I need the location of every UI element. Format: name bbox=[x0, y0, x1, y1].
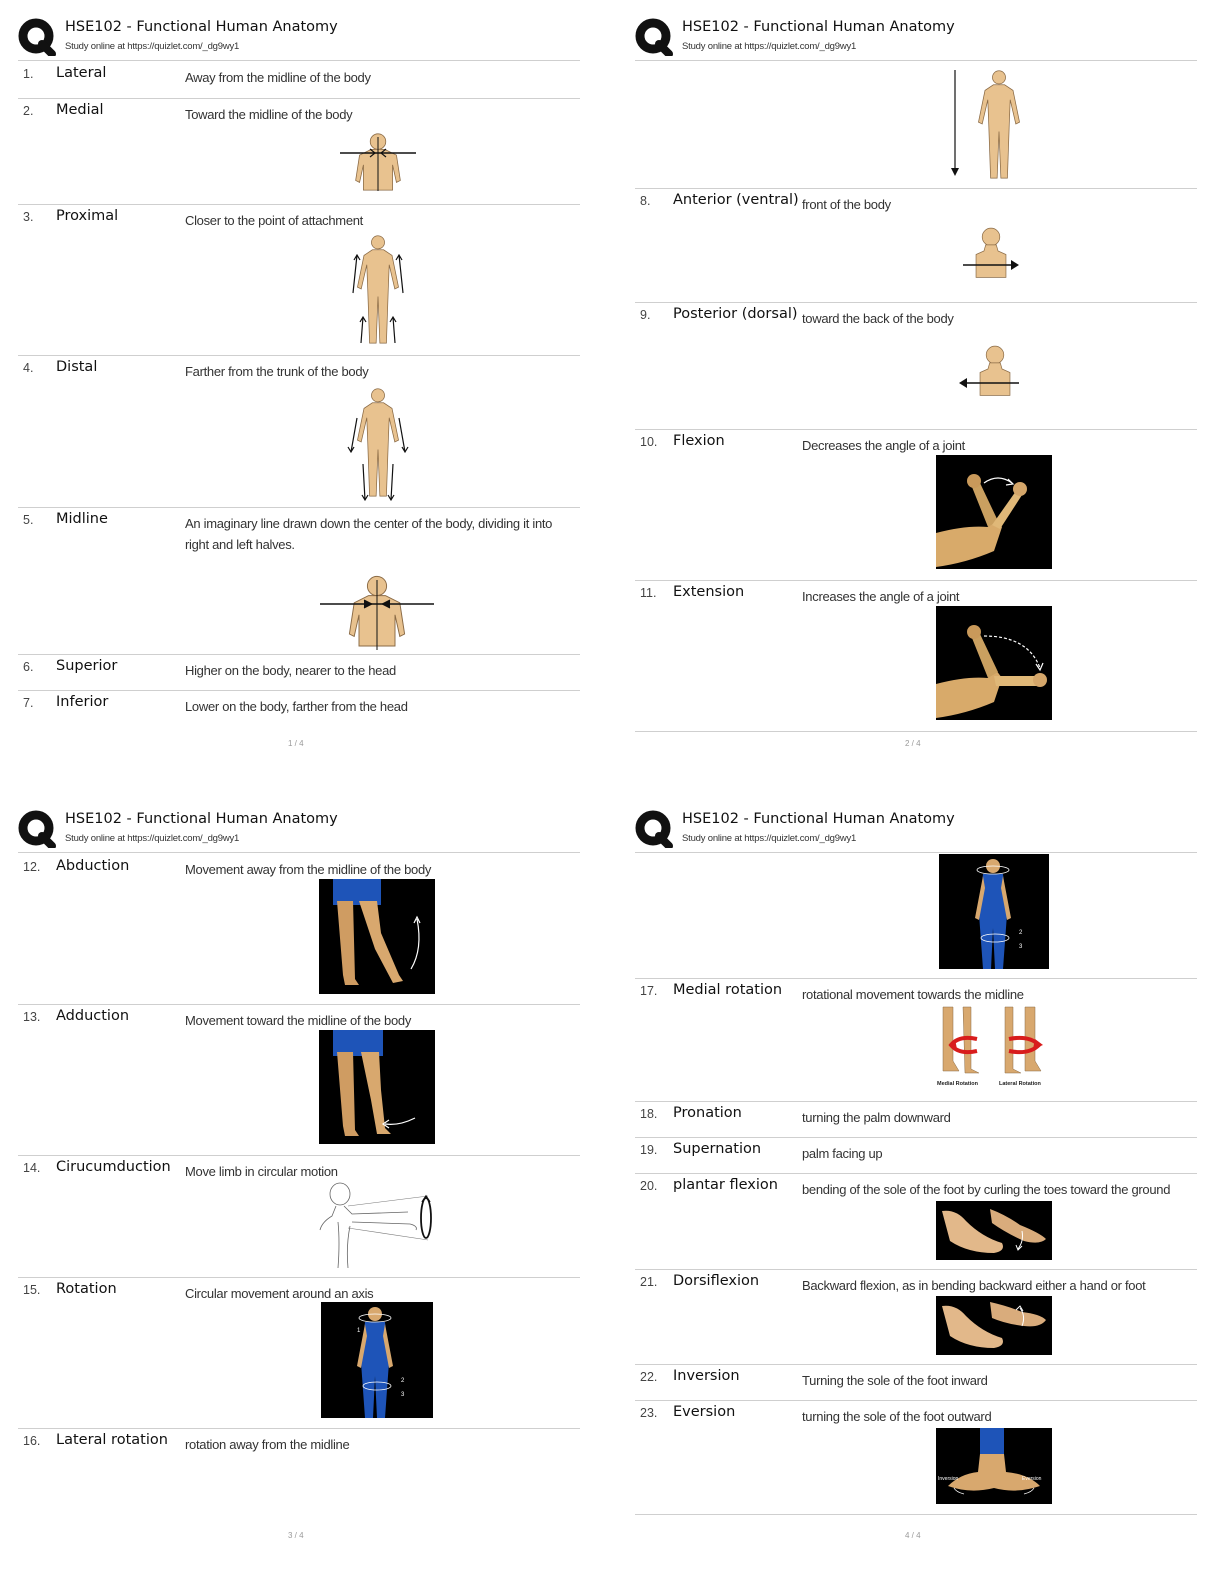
item-definition: turning the palm downward bbox=[802, 1110, 951, 1125]
medial-lateral-rotation-figure-icon bbox=[935, 1005, 1055, 1089]
list-item bbox=[635, 1138, 1197, 1174]
page-number: 2 / 4 bbox=[905, 739, 921, 748]
item-term: Extension bbox=[673, 584, 745, 600]
item-definition: bending of the sole of the foot by curling the toes toward the ground bbox=[802, 1182, 1171, 1197]
page-number: 3 / 4 bbox=[288, 1531, 304, 1540]
page-title: HSE102 - Functional Human Anatomy bbox=[65, 19, 338, 35]
list-item bbox=[18, 655, 580, 691]
item-definition: rotational movement towards the midline bbox=[802, 987, 1024, 1002]
list-item bbox=[18, 205, 580, 356]
item-term: Dorsiflexion bbox=[673, 1273, 760, 1289]
item-number: 21. bbox=[640, 1275, 658, 1289]
item-definition: Closer to the point of attachment bbox=[185, 213, 363, 228]
lateral-rotation-caption: Lateral Rotation bbox=[999, 1081, 1041, 1087]
item-number: 22. bbox=[640, 1370, 658, 1384]
item-term: Midline bbox=[56, 511, 108, 527]
item-number: 11. bbox=[640, 586, 657, 600]
midline-figure-icon bbox=[318, 570, 436, 650]
page-title: HSE102 - Functional Human Anatomy bbox=[65, 811, 338, 827]
anterior-figure-icon bbox=[961, 219, 1021, 283]
item-number: 4. bbox=[23, 361, 34, 375]
item-number: 15. bbox=[23, 1283, 41, 1297]
item-number: 18. bbox=[640, 1107, 658, 1121]
item-term: Proximal bbox=[56, 208, 119, 224]
page-header bbox=[18, 18, 580, 62]
divider bbox=[635, 852, 1197, 853]
study-link[interactable]: Study online at https://quizlet.com/_dg9wy1 bbox=[65, 833, 240, 844]
list-item bbox=[18, 62, 580, 99]
rot-label-3: 3 bbox=[1019, 944, 1023, 950]
item-definition: toward the back of the body bbox=[802, 311, 954, 326]
abduction-photo bbox=[319, 879, 435, 994]
flexion-photo bbox=[936, 455, 1052, 569]
item-term: Superior bbox=[56, 658, 118, 674]
item-term: Lateral bbox=[56, 65, 107, 81]
rotation-photo-continued bbox=[939, 854, 1049, 969]
item-term: Posterior (dorsal) bbox=[673, 306, 798, 322]
item-term: Inferior bbox=[56, 694, 109, 710]
list-item bbox=[18, 356, 580, 508]
item-term: Abduction bbox=[56, 858, 130, 874]
list-item bbox=[18, 1156, 580, 1278]
distal-figure-icon bbox=[343, 384, 413, 502]
item-definition: Backward flexion, as in bending backward either a hand or foot bbox=[802, 1278, 1146, 1293]
list-item bbox=[18, 691, 580, 726]
item-term: Flexion bbox=[673, 433, 725, 449]
item-term: plantar flexion bbox=[673, 1177, 778, 1193]
item-definition: rotation away from the midline bbox=[185, 1437, 350, 1452]
list-item bbox=[18, 857, 580, 1005]
plantar-flexion-photo bbox=[936, 1201, 1052, 1260]
quizlet-logo-icon bbox=[18, 18, 56, 56]
list-item bbox=[635, 1365, 1197, 1401]
item-term: Lateral rotation bbox=[56, 1432, 168, 1448]
item-definition: Higher on the body, nearer to the head bbox=[185, 663, 396, 678]
item-term: Adduction bbox=[56, 1008, 130, 1024]
item-definition: Increases the angle of a joint bbox=[802, 589, 960, 604]
item-definition: Decreases the angle of a joint bbox=[802, 438, 965, 453]
proximal-figure-icon bbox=[343, 233, 413, 347]
item-definition: front of the body bbox=[802, 197, 891, 212]
study-link[interactable]: Study online at https://quizlet.com/_dg9wy1 bbox=[682, 41, 857, 52]
rot-label-2: 2 bbox=[1019, 930, 1023, 936]
eversion-photo bbox=[936, 1428, 1052, 1504]
study-link[interactable]: Study online at https://quizlet.com/_dg9wy1 bbox=[65, 41, 240, 52]
circumduction-figure-icon bbox=[318, 1182, 438, 1272]
item-definition: Turning the sole of the foot inward bbox=[802, 1373, 988, 1388]
rot-label-1: 1 bbox=[357, 1328, 361, 1334]
item-number: 16. bbox=[23, 1434, 41, 1448]
medial-figure-icon bbox=[338, 129, 418, 193]
item-definition: Farther from the trunk of the body bbox=[185, 364, 369, 379]
item-number: 20. bbox=[640, 1179, 658, 1193]
item-number: 13. bbox=[23, 1010, 41, 1024]
page-4 bbox=[635, 810, 1197, 1545]
item-number: 17. bbox=[640, 984, 658, 998]
page-title: HSE102 - Functional Human Anatomy bbox=[682, 811, 955, 827]
item-definition: Toward the midline of the body bbox=[185, 107, 353, 122]
item-term: Supernation bbox=[673, 1141, 762, 1157]
list-item bbox=[635, 1174, 1197, 1270]
list-item bbox=[635, 1270, 1197, 1365]
dorsiflexion-photo bbox=[936, 1296, 1052, 1355]
study-link[interactable]: Study online at https://quizlet.com/_dg9wy1 bbox=[682, 833, 857, 844]
posterior-figure-icon bbox=[957, 333, 1021, 405]
list-item bbox=[18, 1005, 580, 1156]
item-definition: Circular movement around an axis bbox=[185, 1286, 374, 1301]
item-number: 12. bbox=[23, 860, 41, 874]
page-number: 1 / 4 bbox=[288, 739, 304, 748]
quizlet-logo-icon bbox=[18, 810, 56, 848]
item-definition: An imaginary line drawn down the center of the body, dividing it into right and left halves. bbox=[185, 516, 553, 552]
list-item-continued bbox=[635, 854, 1197, 979]
list-item bbox=[635, 189, 1197, 303]
item-definition: Move limb in circular motion bbox=[185, 1164, 338, 1179]
item-term: Anterior (ventral) bbox=[673, 192, 799, 208]
page-3 bbox=[18, 810, 580, 1545]
list-item bbox=[635, 1102, 1197, 1138]
item-term: Rotation bbox=[56, 1281, 117, 1297]
rotation-photo bbox=[321, 1302, 433, 1418]
page-2 bbox=[635, 18, 1197, 753]
quizlet-logo-icon bbox=[635, 810, 673, 848]
item-number: 1. bbox=[23, 67, 34, 81]
list-item bbox=[635, 979, 1197, 1102]
medial-rotation-caption: Medial Rotation bbox=[937, 1081, 978, 1087]
item-number: 14. bbox=[23, 1161, 41, 1175]
item-term: Inversion bbox=[673, 1368, 740, 1384]
item-term: Distal bbox=[56, 359, 98, 375]
item-definition: palm facing up bbox=[802, 1146, 883, 1161]
divider bbox=[18, 60, 580, 61]
page-header bbox=[635, 18, 1197, 62]
list-item bbox=[18, 99, 580, 205]
item-number: 23. bbox=[640, 1406, 658, 1420]
item-number: 7. bbox=[23, 696, 34, 710]
item-number: 2. bbox=[23, 104, 34, 118]
item-number: 8. bbox=[640, 194, 651, 208]
item-term: Pronation bbox=[673, 1105, 742, 1121]
divider bbox=[635, 60, 1197, 61]
adduction-photo bbox=[319, 1030, 435, 1144]
inversion-caption: Inversion bbox=[938, 1476, 959, 1482]
item-number: 10. bbox=[640, 435, 658, 449]
page-header bbox=[18, 810, 580, 854]
item-definition: Movement away from the midline of the body bbox=[185, 862, 432, 877]
divider bbox=[18, 852, 580, 853]
item-term: Eversion bbox=[673, 1404, 736, 1420]
page-header bbox=[635, 810, 1197, 854]
rot-label-2: 2 bbox=[401, 1378, 405, 1384]
list-item bbox=[18, 508, 580, 655]
item-term: Cirucumduction bbox=[56, 1159, 171, 1175]
list-item bbox=[635, 581, 1197, 732]
page-1 bbox=[18, 18, 580, 753]
list-item bbox=[18, 1429, 580, 1464]
item-number: 19. bbox=[640, 1143, 658, 1157]
rot-label-3: 3 bbox=[401, 1392, 405, 1398]
quizlet-logo-icon bbox=[635, 18, 673, 56]
item-number: 5. bbox=[23, 513, 34, 527]
item-definition: Movement toward the midline of the body bbox=[185, 1013, 412, 1028]
list-item bbox=[635, 430, 1197, 581]
page-number: 4 / 4 bbox=[905, 1531, 921, 1540]
item-term: Medial bbox=[56, 102, 104, 118]
list-item-continued bbox=[635, 62, 1197, 189]
list-item bbox=[18, 1278, 580, 1429]
extension-photo bbox=[936, 606, 1052, 720]
item-number: 3. bbox=[23, 210, 34, 224]
list-item bbox=[635, 1401, 1197, 1515]
eversion-caption: Eversion bbox=[1022, 1476, 1042, 1482]
item-definition: Lower on the body, farther from the head bbox=[185, 699, 408, 714]
superior-inferior-figure-icon bbox=[947, 66, 1027, 182]
item-number: 9. bbox=[640, 308, 651, 322]
item-term: Medial rotation bbox=[673, 982, 783, 998]
item-number: 6. bbox=[23, 660, 34, 674]
item-definition: turning the sole of the foot outward bbox=[802, 1409, 992, 1424]
list-item bbox=[635, 303, 1197, 430]
item-definition: Away from the midline of the body bbox=[185, 70, 371, 85]
page-title: HSE102 - Functional Human Anatomy bbox=[682, 19, 955, 35]
